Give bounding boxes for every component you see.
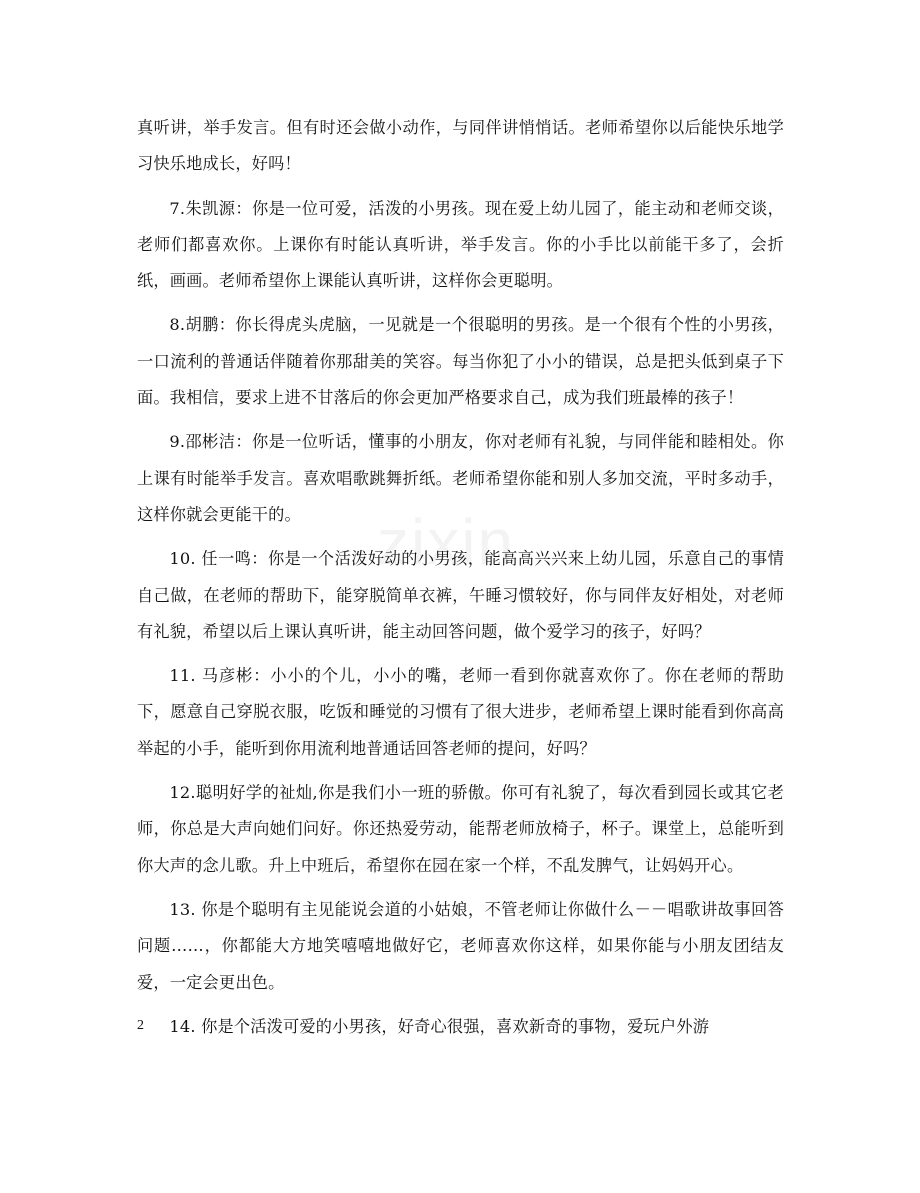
paragraph-item-7: 7.朱凯源：你是一位可爱，活泼的小男孩。现在爱上幼儿园了，能主动和老师交谈，老师们都喜欢你。上课你有时能认真听讲，举手发言。你的小手比以前能干多了，会折纸，画画。老师希望你上课能认真听讲，这样你会更聪明。 bbox=[137, 198, 784, 291]
paragraph-item-9: 9.邵彬洁：你是一位听话，懂事的小朋友，你对老师有礼貌，与同伴能和睦相处。你上课有时能举手发言。喜欢唱歌跳舞折纸。老师希望你能和别人多加交流，平时多动手，这样你就会更能干的。 bbox=[137, 432, 784, 524]
document-body bbox=[137, 110, 784, 1053]
paragraph-item-8: 8.胡鹏：你长得虎头虎脑，一见就是一个很聪明的男孩。是一个很有个性的小男孩，一口流利的普通话伴随着你那甜美的笑容。每当你犯了小小的错误，总是把头低到桌子下面。我相信，要求上进不甘落后的你会更加严格要求自己，成为我们班最棒的孩子！ bbox=[137, 315, 784, 408]
page-number: 2 bbox=[137, 1018, 144, 1033]
paragraph-item-11: 11. 马彦彬：小小的个儿，小小的嘴，老师一看到你就喜欢你了。你在老师的帮助下，愿意自己穿脱衣服，吃饭和睡觉的习惯有了很大进步，老师希望上课时能看到你高高举起的小手，能听到你用流利地普通话回答老师的提问，好吗？ bbox=[137, 666, 784, 758]
paragraph-item-13: 13. 你是个聪明有主见能说会道的小姑娘，不管老师让你做什么－－唱歌讲故事回答问题……，你都能大方地笑嘻嘻地做好它，老师喜欢你这样，如果你能与小朋友团结友爱，一定会更出色。 bbox=[137, 899, 784, 992]
watermark: zixin bbox=[377, 506, 516, 578]
paragraph-continuation: 真听讲，举手发言。但有时还会做小动作，与同伴讲悄悄话。老师希望你以后能快乐地学习快乐地成长，好吗！ bbox=[137, 118, 784, 174]
paragraph-item-12: 12.聪明好学的祉灿,你是我们小一班的骄傲。你可有礼貌了，每次看到园长或其它老师，你总是大声向她们问好。你还热爱劳动，能帮老师放椅子，杯子。课堂上，总能听到你大声的念儿歌。升上中班后，希望你在园在家一个样，不乱发脾气，让妈妈开心。 bbox=[137, 783, 784, 875]
paragraph-item-10: 10. 任一鸣：你是一个活泼好动的小男孩，能高高兴兴来上幼儿园，乐意自己的事情自己做，在老师的帮助下，能穿脱简单衣裤，午睡习惯较好，你与同伴友好相处，对老师有礼貌，希望以后上课认真听讲，能主动回答问题，做个爱学习的孩子，好吗？ bbox=[137, 549, 784, 641]
paragraph-item-14: 14. 你是个活泼可爱的小男孩，好奇心很强，喜欢新奇的事物，爱玩户外游 bbox=[169, 1016, 710, 1036]
